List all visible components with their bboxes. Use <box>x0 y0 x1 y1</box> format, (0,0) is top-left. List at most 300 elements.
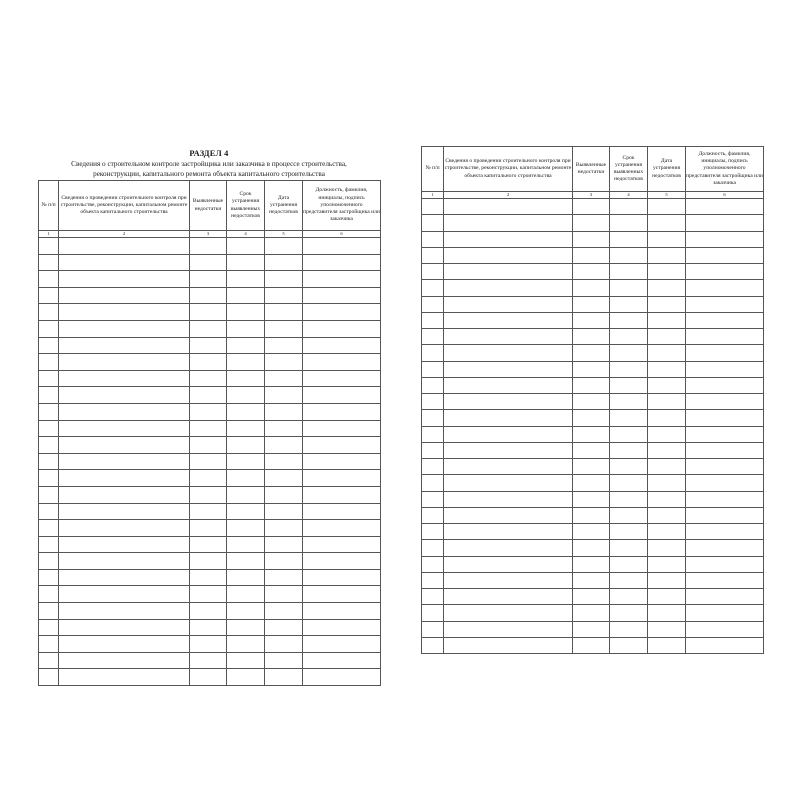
empty-cell <box>573 426 610 442</box>
empty-cell <box>190 271 227 288</box>
header-cell-fix-date: Дата устранения недостатков <box>648 147 686 192</box>
empty-cell <box>422 215 444 231</box>
empty-cell <box>610 589 648 605</box>
empty-cell <box>444 556 573 572</box>
empty-cell <box>422 312 444 328</box>
empty-cell <box>39 536 59 553</box>
empty-cell <box>227 254 265 271</box>
empty-cell <box>59 569 190 586</box>
empty-cell <box>39 520 59 537</box>
header-cell-fix-date: Дата устранения недостатков <box>265 181 303 231</box>
empty-cell <box>610 410 648 426</box>
column-number: 3 <box>190 231 227 238</box>
empty-cell <box>686 345 764 361</box>
empty-cell <box>265 569 303 586</box>
table-row <box>422 377 764 393</box>
empty-cell <box>422 459 444 475</box>
empty-cell <box>610 231 648 247</box>
empty-cell <box>303 470 381 487</box>
empty-cell <box>610 637 648 653</box>
section-title: РАЗДЕЛ 4 <box>189 149 229 158</box>
empty-cell <box>227 354 265 371</box>
empty-cell <box>648 589 686 605</box>
empty-cell <box>59 271 190 288</box>
empty-cell <box>686 605 764 621</box>
empty-cell <box>265 453 303 470</box>
empty-cell <box>303 320 381 337</box>
empty-cell <box>444 491 573 507</box>
empty-cell <box>59 387 190 404</box>
empty-cell <box>648 215 686 231</box>
empty-cell <box>190 238 227 255</box>
empty-cell <box>39 337 59 354</box>
empty-cell <box>303 271 381 288</box>
empty-cell <box>39 403 59 420</box>
column-number: 6 <box>686 192 764 199</box>
empty-cell <box>59 287 190 304</box>
empty-cell <box>227 470 265 487</box>
empty-cell <box>422 264 444 280</box>
empty-cell <box>573 361 610 377</box>
empty-cell <box>190 304 227 321</box>
table-row <box>39 603 381 620</box>
empty-cell <box>444 280 573 296</box>
table-row <box>39 453 381 470</box>
empty-cell <box>422 361 444 377</box>
empty-cell <box>190 370 227 387</box>
empty-cell <box>422 280 444 296</box>
empty-cell <box>648 459 686 475</box>
empty-cell <box>444 231 573 247</box>
empty-cell <box>686 410 764 426</box>
empty-cell <box>648 312 686 328</box>
empty-cell <box>422 426 444 442</box>
column-number: 5 <box>265 231 303 238</box>
empty-cell <box>610 361 648 377</box>
empty-cell <box>59 370 190 387</box>
empty-cell <box>648 361 686 377</box>
empty-cell <box>227 370 265 387</box>
empty-cell <box>39 420 59 437</box>
empty-cell <box>265 370 303 387</box>
empty-cell <box>303 520 381 537</box>
empty-cell <box>265 536 303 553</box>
empty-cell <box>686 572 764 588</box>
empty-cell <box>610 572 648 588</box>
header-cell-signature: Должность, фамилия, инициалы, подпись уполномоченного представителя застройщика или заказчика <box>303 181 381 231</box>
empty-cell <box>303 238 381 255</box>
empty-cell <box>686 394 764 410</box>
table-row <box>39 619 381 636</box>
table-row <box>422 312 764 328</box>
empty-cell <box>265 603 303 620</box>
control-journal-table-continued <box>421 146 764 654</box>
empty-cell <box>190 569 227 586</box>
empty-cell <box>686 459 764 475</box>
empty-cell <box>39 453 59 470</box>
empty-cell <box>573 589 610 605</box>
empty-cell <box>422 524 444 540</box>
empty-cell <box>59 337 190 354</box>
empty-cell <box>59 553 190 570</box>
empty-cell <box>648 475 686 491</box>
empty-cell <box>422 410 444 426</box>
empty-cell <box>573 231 610 247</box>
empty-cell <box>422 394 444 410</box>
table-row <box>422 475 764 491</box>
empty-cell <box>444 296 573 312</box>
empty-cell <box>422 556 444 572</box>
empty-cell <box>422 589 444 605</box>
empty-cell <box>648 394 686 410</box>
empty-cell <box>39 370 59 387</box>
empty-cell <box>59 652 190 669</box>
empty-cell <box>265 287 303 304</box>
table-row <box>422 361 764 377</box>
empty-cell <box>648 524 686 540</box>
empty-cell <box>444 442 573 458</box>
empty-cell <box>686 296 764 312</box>
table-row <box>39 520 381 537</box>
left-page <box>38 148 380 686</box>
empty-cell <box>573 605 610 621</box>
table-row <box>39 420 381 437</box>
empty-cell <box>573 442 610 458</box>
empty-cell <box>39 254 59 271</box>
table-row <box>39 636 381 653</box>
empty-cell <box>39 619 59 636</box>
table-row <box>422 556 764 572</box>
empty-cell <box>422 475 444 491</box>
section-subtitle <box>38 160 380 180</box>
column-number: 2 <box>444 192 573 199</box>
empty-cell <box>39 569 59 586</box>
empty-cell <box>39 287 59 304</box>
empty-cell <box>444 540 573 556</box>
empty-cell <box>422 491 444 507</box>
empty-cell <box>303 586 381 603</box>
empty-cell <box>610 280 648 296</box>
table-row <box>39 437 381 454</box>
empty-cell <box>686 540 764 556</box>
empty-cell <box>610 475 648 491</box>
empty-cell <box>39 652 59 669</box>
control-journal-table <box>38 180 381 686</box>
empty-cell <box>190 586 227 603</box>
empty-cell <box>265 652 303 669</box>
empty-cell <box>303 486 381 503</box>
table-row <box>422 459 764 475</box>
empty-cell <box>648 637 686 653</box>
empty-cell <box>573 377 610 393</box>
empty-cell <box>573 572 610 588</box>
empty-cell <box>303 354 381 371</box>
empty-cell <box>648 329 686 345</box>
empty-cell <box>573 540 610 556</box>
empty-cell <box>265 271 303 288</box>
empty-cell <box>59 437 190 454</box>
empty-cell <box>648 410 686 426</box>
empty-cell <box>422 377 444 393</box>
empty-cell <box>190 387 227 404</box>
empty-cell <box>610 524 648 540</box>
empty-cell <box>190 669 227 686</box>
empty-cell <box>610 507 648 523</box>
empty-cell <box>227 387 265 404</box>
empty-cell <box>648 377 686 393</box>
empty-cell <box>686 426 764 442</box>
table-row <box>39 370 381 387</box>
empty-cell <box>648 296 686 312</box>
empty-cell <box>610 394 648 410</box>
table-row <box>422 524 764 540</box>
empty-cell <box>190 520 227 537</box>
empty-cell <box>573 199 610 215</box>
empty-cell <box>422 247 444 263</box>
empty-cell <box>39 553 59 570</box>
table-row <box>422 280 764 296</box>
empty-cell <box>648 280 686 296</box>
empty-cell <box>39 470 59 487</box>
empty-cell <box>39 636 59 653</box>
empty-cell <box>190 652 227 669</box>
header-cell-deadline: Срок устранения выявленных недостатков <box>610 147 648 192</box>
column-number: 2 <box>59 231 190 238</box>
table-row <box>39 304 381 321</box>
empty-cell <box>686 589 764 605</box>
empty-cell <box>265 437 303 454</box>
empty-cell <box>265 304 303 321</box>
empty-cell <box>648 426 686 442</box>
empty-cell <box>686 556 764 572</box>
table-row <box>422 442 764 458</box>
empty-cell <box>265 320 303 337</box>
empty-cell <box>303 553 381 570</box>
empty-cell <box>265 238 303 255</box>
empty-cell <box>303 636 381 653</box>
right-page <box>421 146 763 654</box>
empty-cell <box>686 280 764 296</box>
empty-cell <box>610 377 648 393</box>
table-row <box>39 652 381 669</box>
empty-cell <box>39 320 59 337</box>
empty-cell <box>265 420 303 437</box>
empty-cell <box>444 621 573 637</box>
empty-cell <box>190 354 227 371</box>
empty-cell <box>303 337 381 354</box>
empty-cell <box>648 556 686 572</box>
empty-cell <box>444 426 573 442</box>
empty-cell <box>444 475 573 491</box>
empty-cell <box>573 345 610 361</box>
empty-cell <box>686 215 764 231</box>
empty-cell <box>39 437 59 454</box>
empty-cell <box>59 586 190 603</box>
empty-cell <box>227 304 265 321</box>
empty-cell <box>686 199 764 215</box>
empty-cell <box>190 603 227 620</box>
empty-cell <box>422 507 444 523</box>
header-cell-deadline: Срок устранения выявленных недостатков <box>227 181 265 231</box>
empty-cell <box>686 637 764 653</box>
empty-cell <box>610 312 648 328</box>
empty-cell <box>265 619 303 636</box>
subtitle-line-2: реконструкции, капитального ремонта объекта капитального строительства <box>93 169 325 178</box>
table-row <box>39 470 381 487</box>
empty-cell <box>648 605 686 621</box>
empty-cell <box>227 486 265 503</box>
empty-cell <box>227 636 265 653</box>
table-row <box>422 231 764 247</box>
empty-cell <box>227 669 265 686</box>
empty-cell <box>444 377 573 393</box>
empty-cell <box>610 264 648 280</box>
empty-cell <box>422 231 444 247</box>
empty-cell <box>686 491 764 507</box>
empty-cell <box>573 410 610 426</box>
empty-cell <box>686 361 764 377</box>
empty-cell <box>265 254 303 271</box>
empty-cell <box>39 503 59 520</box>
empty-cell <box>573 507 610 523</box>
empty-cell <box>610 459 648 475</box>
empty-cell <box>444 605 573 621</box>
empty-cell <box>59 470 190 487</box>
table-row <box>39 586 381 603</box>
empty-cell <box>648 231 686 247</box>
empty-cell <box>59 619 190 636</box>
empty-cell <box>648 345 686 361</box>
empty-cell <box>190 453 227 470</box>
subtitle-line-1: Сведения о строительном контроле застройщика или заказчика в процессе строительства, <box>71 160 347 168</box>
empty-cell <box>265 486 303 503</box>
empty-cell <box>648 540 686 556</box>
empty-cell <box>686 231 764 247</box>
empty-cell <box>227 536 265 553</box>
table-row <box>422 410 764 426</box>
table-row <box>422 199 764 215</box>
empty-cell <box>686 329 764 345</box>
empty-cell <box>444 329 573 345</box>
empty-cell <box>39 586 59 603</box>
empty-cell <box>444 572 573 588</box>
empty-cell <box>573 621 610 637</box>
table-row <box>39 320 381 337</box>
empty-cell <box>303 669 381 686</box>
empty-cell <box>444 394 573 410</box>
empty-cell <box>610 215 648 231</box>
empty-cell <box>190 553 227 570</box>
table-row <box>422 605 764 621</box>
table-row <box>39 503 381 520</box>
empty-cell <box>190 503 227 520</box>
empty-cell <box>265 503 303 520</box>
empty-cell <box>610 621 648 637</box>
header-cell-defects: Выявленные недостатки <box>573 147 610 192</box>
header-cell-number: № п/п <box>422 147 444 192</box>
empty-cell <box>422 540 444 556</box>
empty-cell <box>444 199 573 215</box>
table-row <box>422 540 764 556</box>
header-cell-defects: Выявленные недостатки <box>190 181 227 231</box>
empty-cell <box>59 403 190 420</box>
empty-cell <box>303 453 381 470</box>
header-cell-signature: Должность, фамилия, инициалы, подпись уполномоченного представителя застройщика или заказчика <box>686 147 764 192</box>
empty-cell <box>648 247 686 263</box>
table-row <box>39 337 381 354</box>
empty-cell <box>648 572 686 588</box>
table-row <box>39 486 381 503</box>
empty-cell <box>303 503 381 520</box>
empty-cell <box>39 238 59 255</box>
empty-cell <box>303 569 381 586</box>
column-number: 6 <box>303 231 381 238</box>
empty-cell <box>227 337 265 354</box>
empty-cell <box>422 572 444 588</box>
empty-cell <box>39 271 59 288</box>
empty-cell <box>227 437 265 454</box>
empty-cell <box>303 603 381 620</box>
table-row <box>39 238 381 255</box>
empty-cell <box>444 637 573 653</box>
empty-cell <box>686 507 764 523</box>
empty-cell <box>227 652 265 669</box>
empty-cell <box>303 619 381 636</box>
empty-cell <box>265 387 303 404</box>
empty-cell <box>686 621 764 637</box>
empty-cell <box>610 247 648 263</box>
empty-cell <box>573 459 610 475</box>
empty-cell <box>227 603 265 620</box>
empty-cell <box>303 403 381 420</box>
empty-cell <box>265 403 303 420</box>
empty-cell <box>190 287 227 304</box>
empty-cell <box>59 669 190 686</box>
empty-cell <box>265 636 303 653</box>
empty-cell <box>39 486 59 503</box>
table-row <box>422 621 764 637</box>
empty-cell <box>227 619 265 636</box>
empty-cell <box>59 320 190 337</box>
empty-cell <box>39 387 59 404</box>
empty-cell <box>573 491 610 507</box>
empty-cell <box>422 345 444 361</box>
empty-cell <box>39 669 59 686</box>
table-row <box>422 507 764 523</box>
empty-cell <box>303 652 381 669</box>
empty-cell <box>59 536 190 553</box>
empty-cell <box>227 287 265 304</box>
empty-cell <box>648 621 686 637</box>
table-body <box>422 199 764 654</box>
empty-cell <box>573 524 610 540</box>
table-row <box>422 572 764 588</box>
empty-cell <box>303 536 381 553</box>
empty-cell <box>190 403 227 420</box>
empty-cell <box>227 553 265 570</box>
empty-cell <box>39 354 59 371</box>
empty-cell <box>686 264 764 280</box>
table-row <box>39 387 381 404</box>
empty-cell <box>444 247 573 263</box>
empty-cell <box>573 394 610 410</box>
empty-cell <box>648 491 686 507</box>
table-row <box>39 553 381 570</box>
empty-cell <box>610 329 648 345</box>
empty-cell <box>422 605 444 621</box>
empty-cell <box>265 354 303 371</box>
empty-cell <box>444 589 573 605</box>
